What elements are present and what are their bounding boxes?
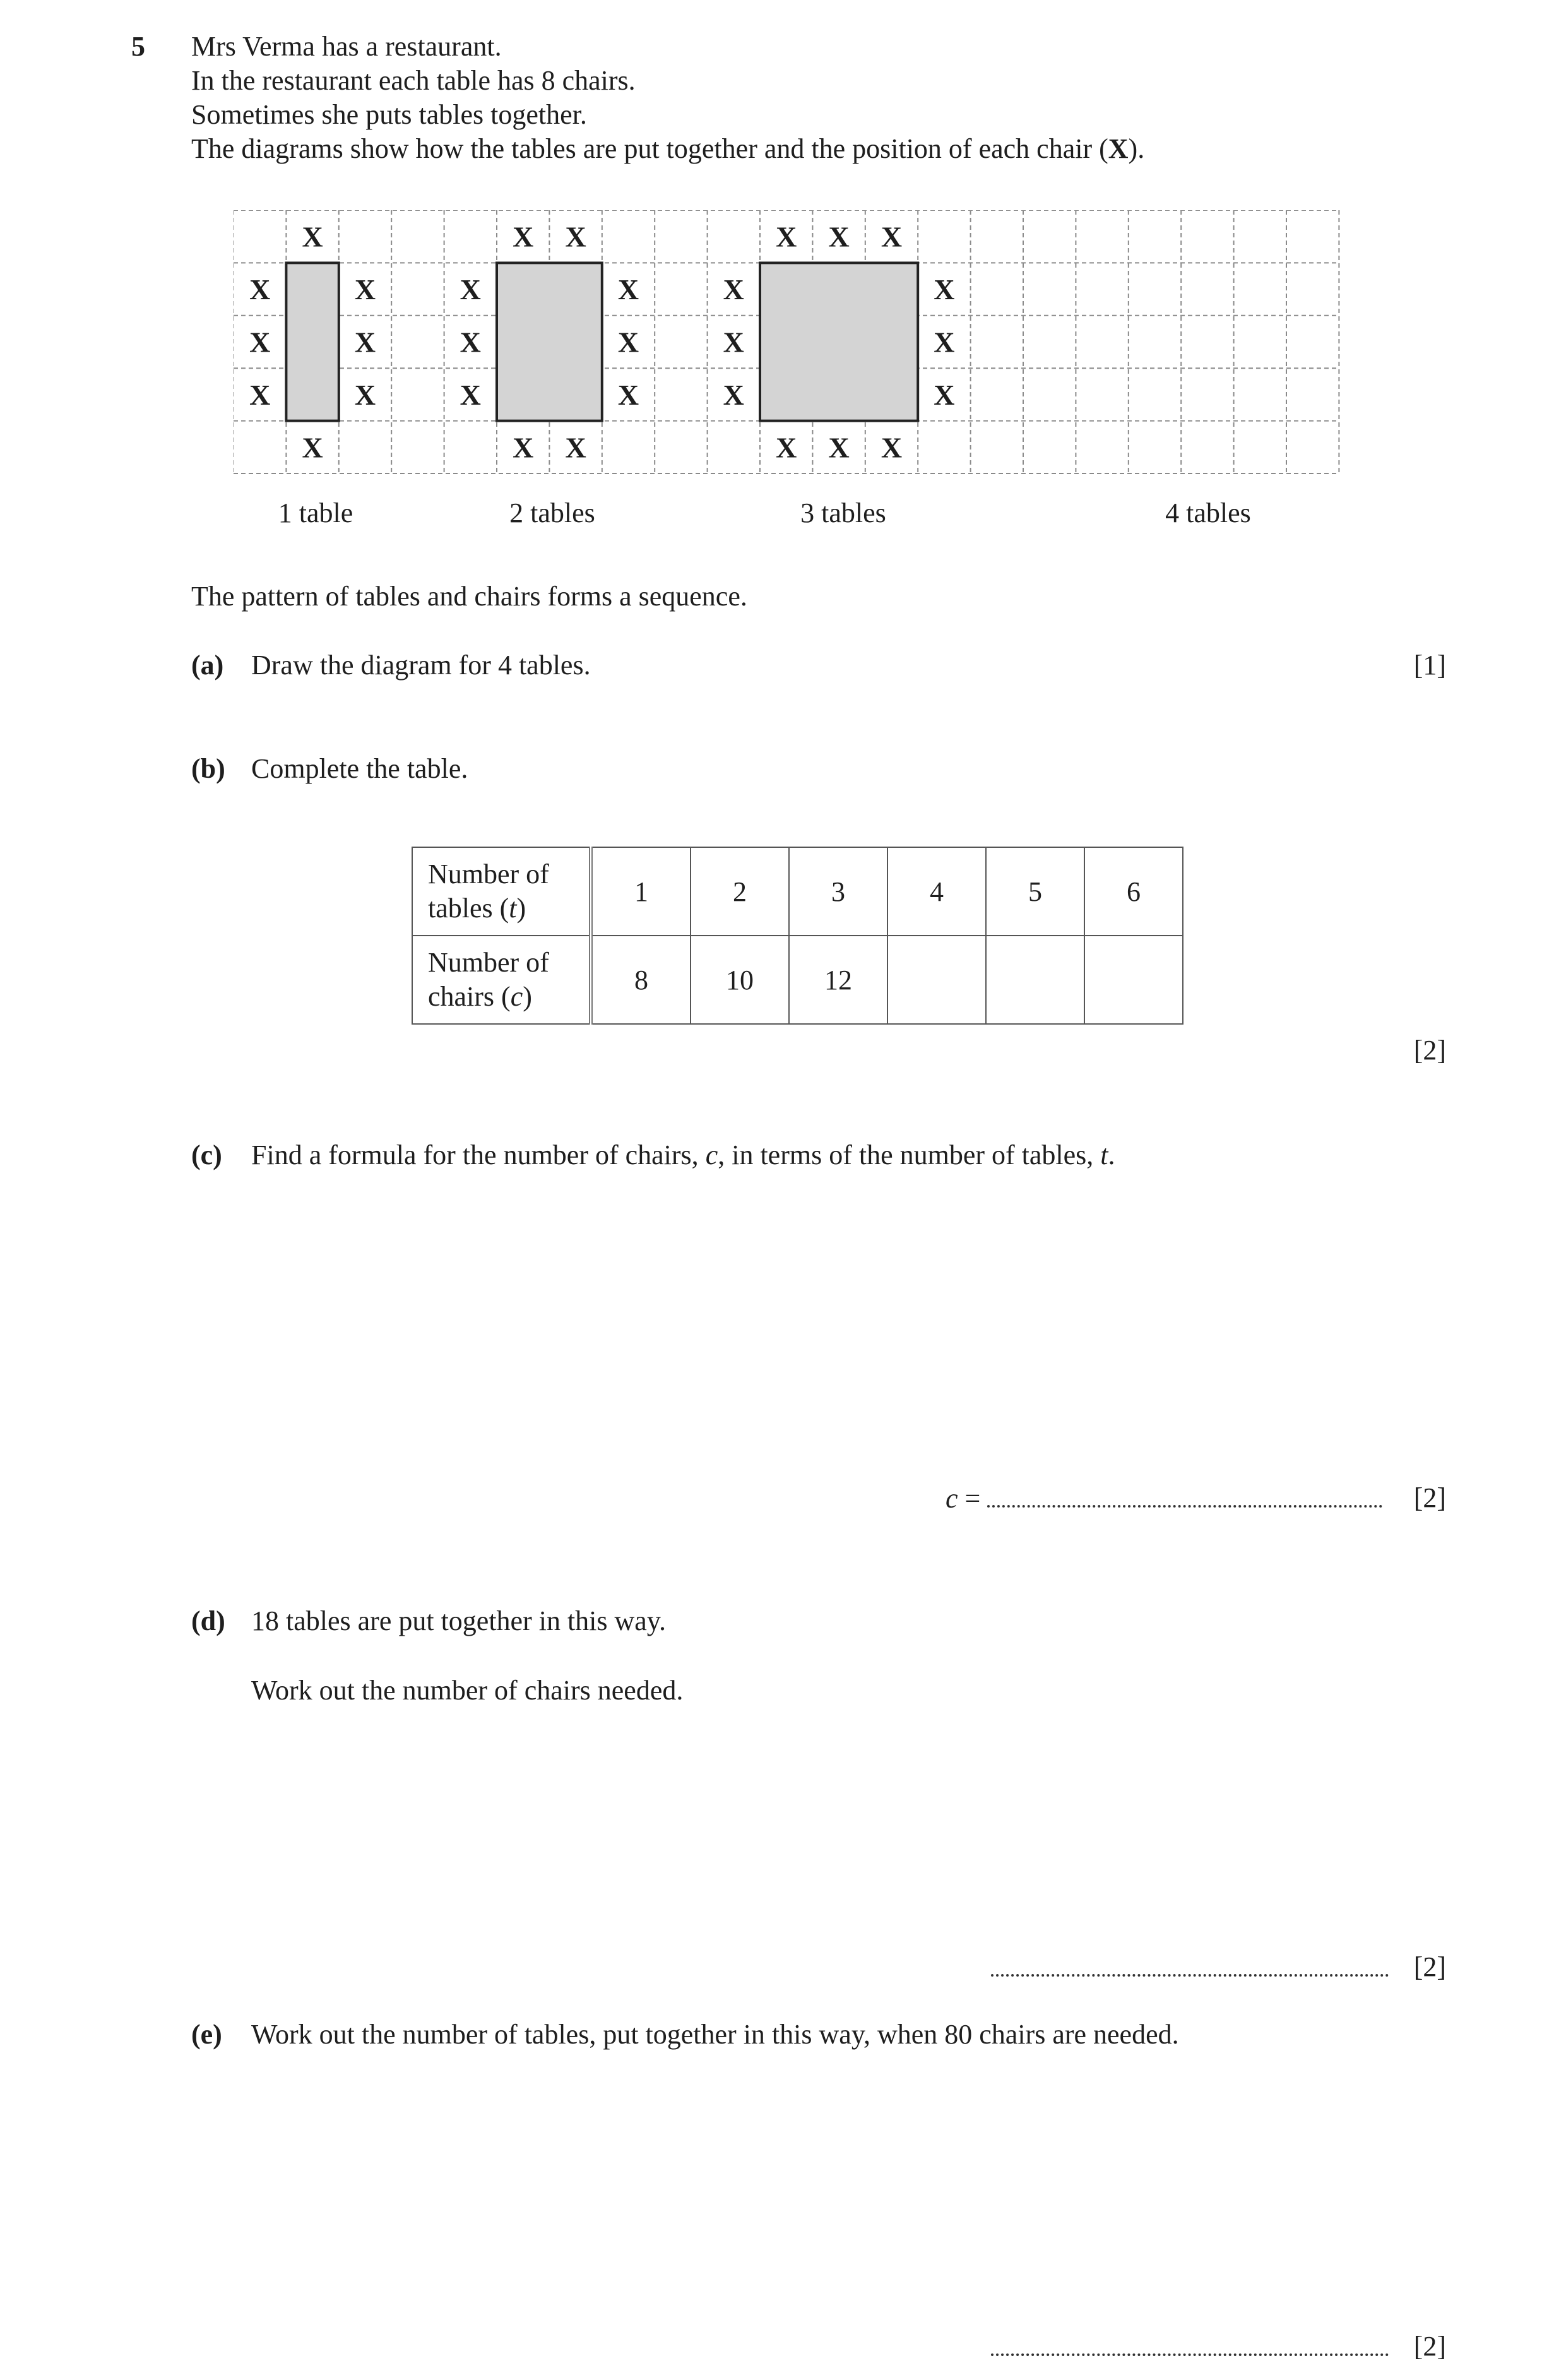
part-c-text-1: Find a formula for the number of chairs,	[251, 1139, 706, 1170]
chair-left: X	[460, 326, 481, 359]
part-c-var-t: t	[1100, 1139, 1108, 1170]
chair-bottom: X	[513, 431, 534, 464]
row-head-chairs	[412, 936, 591, 1024]
chair-left: X	[460, 378, 481, 411]
tables-diagram	[234, 210, 1344, 475]
tables-cell: 6	[1084, 847, 1183, 936]
part-d-text-2: Work out the number of chairs needed.	[251, 1675, 684, 1706]
part-d-answer-line	[991, 1950, 1389, 1985]
part-c-text-2: , in terms of the number of tables,	[718, 1139, 1101, 1170]
intro-line-4-end: ).	[1128, 133, 1145, 164]
part-a-label: (a)	[191, 650, 224, 681]
chair-right: X	[617, 273, 639, 306]
label-3-tables: 3 tables	[800, 497, 886, 528]
table-block-3	[760, 263, 918, 420]
tables-cell: 2	[691, 847, 789, 936]
chair-right: X	[934, 378, 955, 411]
intro-line-3: Sometimes she puts tables together.	[191, 99, 587, 130]
chairs-cell: 8	[591, 936, 691, 1024]
chair-left: X	[249, 273, 271, 306]
row-head-tables	[412, 847, 591, 936]
part-e-marks: [2]	[1413, 2331, 1446, 2362]
chair-left: X	[723, 273, 744, 306]
intro-line-4-text: The diagrams show how the tables are put together and the position of each chair (	[191, 133, 1108, 164]
chair-left: X	[249, 378, 271, 411]
part-e-answer-field[interactable]	[991, 2329, 1389, 2356]
tables-group	[286, 263, 918, 420]
chair-top: X	[565, 220, 586, 253]
part-c-var-c: c	[705, 1139, 718, 1170]
row-head-chairs-close: )	[523, 981, 532, 1012]
chair-bottom: X	[565, 431, 586, 464]
chairs-answer-cell[interactable]	[1084, 936, 1183, 1024]
row-head-tables-close: )	[516, 893, 526, 924]
part-b-marks: [2]	[1413, 1035, 1446, 1066]
part-a-text: Draw the diagram for 4 tables.	[251, 650, 591, 681]
part-a-marks: [1]	[1413, 650, 1446, 681]
intro-line-4	[191, 132, 1144, 166]
row-head-tables-line2: tables (	[428, 893, 509, 924]
chair-left: X	[249, 326, 271, 359]
part-b-label: (b)	[191, 753, 225, 784]
label-1-table: 1 table	[278, 497, 353, 528]
chair-bottom: X	[302, 431, 323, 464]
part-d-answer-field[interactable]	[991, 1950, 1389, 1977]
part-c-answer-line	[946, 1481, 1382, 1516]
row-head-chairs-line2: chairs (	[428, 981, 511, 1012]
part-d-text-1: 18 tables are put together in this way.	[251, 1605, 666, 1636]
question-number: 5	[131, 31, 145, 62]
part-d-marks: [2]	[1413, 1951, 1446, 1982]
answer-var-c: c	[946, 1483, 958, 1514]
part-b-text: Complete the table.	[251, 753, 468, 784]
part-c-text	[251, 1138, 1115, 1172]
table-block-1	[286, 263, 338, 420]
chair-top: X	[828, 220, 850, 253]
tables-cell: 5	[986, 847, 1084, 936]
table-row-tables	[412, 847, 1183, 936]
answer-equals: =	[958, 1483, 981, 1514]
chair-right: X	[617, 326, 639, 359]
chair-top: X	[513, 220, 534, 253]
sequence-statement: The pattern of tables and chairs forms a sequence.	[191, 581, 747, 612]
sequence-table	[412, 847, 1183, 1025]
tables-cell: 4	[887, 847, 986, 936]
tables-cell: 3	[789, 847, 887, 936]
chairs-answer-cell[interactable]	[887, 936, 986, 1024]
part-e-text: Work out the number of tables, put together in this way, when 80 chairs are needed.	[251, 2019, 1179, 2050]
chairs-cell: 12	[789, 936, 887, 1024]
var-c: c	[510, 981, 523, 1012]
table-block-2	[497, 263, 602, 420]
chair-top: X	[881, 220, 903, 253]
chair-top: X	[776, 220, 797, 253]
chair-right: X	[354, 326, 376, 359]
chair-bottom: X	[881, 431, 903, 464]
chair-right: X	[617, 378, 639, 411]
chairs-answer-cell[interactable]	[986, 936, 1084, 1024]
chair-top: X	[302, 220, 323, 253]
part-d-label: (d)	[191, 1605, 225, 1636]
chair-right: X	[934, 326, 955, 359]
chair-bottom: X	[776, 431, 797, 464]
chair-right: X	[354, 273, 376, 306]
chair-bottom: X	[828, 431, 850, 464]
chair-left: X	[723, 378, 744, 411]
tables-cell: 1	[591, 847, 691, 936]
part-c-marks: [2]	[1413, 1482, 1446, 1513]
var-t: t	[509, 893, 517, 924]
intro-line-1: Mrs Verma has a restaurant.	[191, 31, 502, 62]
part-c-label: (c)	[191, 1139, 222, 1170]
chair-symbol-inline: X	[1108, 133, 1129, 164]
chairs-cell: 10	[691, 936, 789, 1024]
label-2-tables: 2 tables	[509, 497, 595, 528]
chair-left: X	[723, 326, 744, 359]
row-head-chairs-line1: Number of	[428, 947, 549, 978]
chair-right: X	[934, 273, 955, 306]
part-e-answer-line	[991, 2329, 1389, 2364]
intro-line-2: In the restaurant each table has 8 chairs.	[191, 65, 636, 96]
chair-right: X	[354, 378, 376, 411]
part-c-answer-field[interactable]	[987, 1481, 1382, 1508]
chair-left: X	[460, 273, 481, 306]
table-row-chairs	[412, 936, 1183, 1024]
part-e-label: (e)	[191, 2019, 222, 2050]
part-c-text-3: .	[1108, 1139, 1115, 1170]
row-head-tables-line1: Number of	[428, 859, 549, 890]
label-4-tables: 4 tables	[1165, 497, 1251, 528]
